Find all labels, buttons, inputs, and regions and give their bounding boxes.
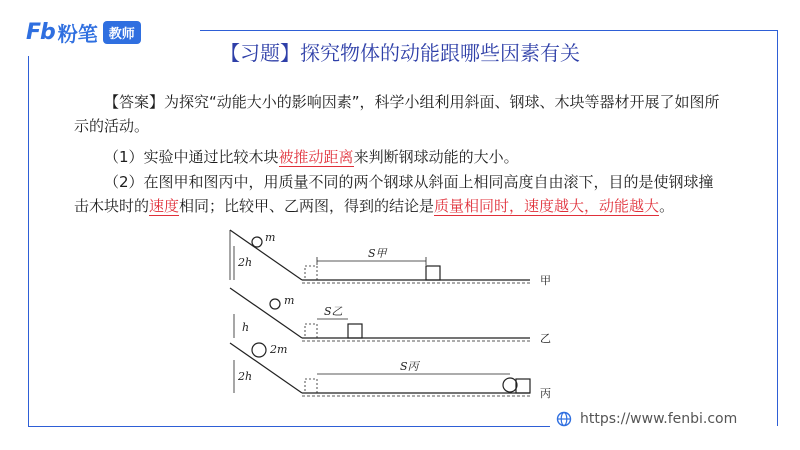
logo-mark: Fb — [26, 19, 55, 45]
ball-jia — [252, 237, 262, 247]
block-yi — [348, 324, 362, 338]
q1-text-after: 来判断钢球动能的大小。 — [353, 148, 519, 166]
q2-answer-speed: 速度 — [149, 197, 180, 215]
logo-badge: 教师 — [103, 21, 141, 44]
distance-label-bing: S丙 — [400, 360, 419, 373]
q1-answer: 被推动距离 — [278, 148, 354, 166]
slide-title: 【习题】探究物体的动能跟哪些因素有关 — [220, 41, 580, 65]
q2-text-before: （2）在图甲和图丙中，用质量不同的两个钢球从斜面上相同高度自由滚下，目的是使钢球撞击木块时的 — [74, 173, 714, 215]
frame-left-line — [28, 56, 29, 427]
ball-bing — [252, 343, 266, 357]
frame-bottom-line — [28, 426, 550, 427]
distance-label-yi: S乙 — [324, 305, 343, 318]
distance-label-jia: S甲 — [368, 247, 387, 260]
q2-text-after: 。 — [659, 197, 675, 215]
q2-text-middle: 相同；比较甲、乙两图，得到的结论是 — [179, 197, 435, 215]
height-label-jia: 2h — [238, 256, 253, 269]
height-label-bing: 2h — [238, 370, 253, 383]
block-bing — [516, 379, 530, 393]
q1-text-before: （1）实验中通过比较木块 — [104, 148, 279, 166]
q2-answer-conclusion: 质量相同时，速度越大，动能越大 — [434, 197, 660, 215]
block-jia — [426, 266, 440, 280]
logo-name: 粉笔 — [57, 21, 98, 46]
question-1 — [104, 145, 720, 169]
ball-label-jia: m — [265, 231, 276, 244]
panel-yi — [230, 288, 530, 341]
footer-url-text[interactable]: https://www.fenbi.com — [580, 411, 738, 427]
frame-top-line — [200, 30, 778, 31]
panel-label-bing: 丙 — [540, 387, 551, 400]
answer-intro: 【答案】为探究“动能大小的影响因素”，科学小组利用斜面、钢球、木块等器材开展了如图所示的活动。 — [74, 93, 720, 135]
height-label-yi: h — [242, 321, 250, 334]
footer-url[interactable] — [556, 411, 737, 427]
ball-label-yi: m — [284, 294, 295, 307]
frame-right-line — [777, 30, 778, 426]
ball-bing-end — [503, 378, 517, 392]
ball-yi — [270, 299, 280, 309]
experiment-diagram — [210, 228, 570, 410]
panel-label-jia: 甲 — [540, 274, 551, 287]
globe-icon — [556, 411, 572, 427]
question-2 — [74, 170, 720, 218]
ball-label-bing: 2m — [270, 343, 288, 356]
panel-label-yi: 乙 — [540, 332, 551, 345]
